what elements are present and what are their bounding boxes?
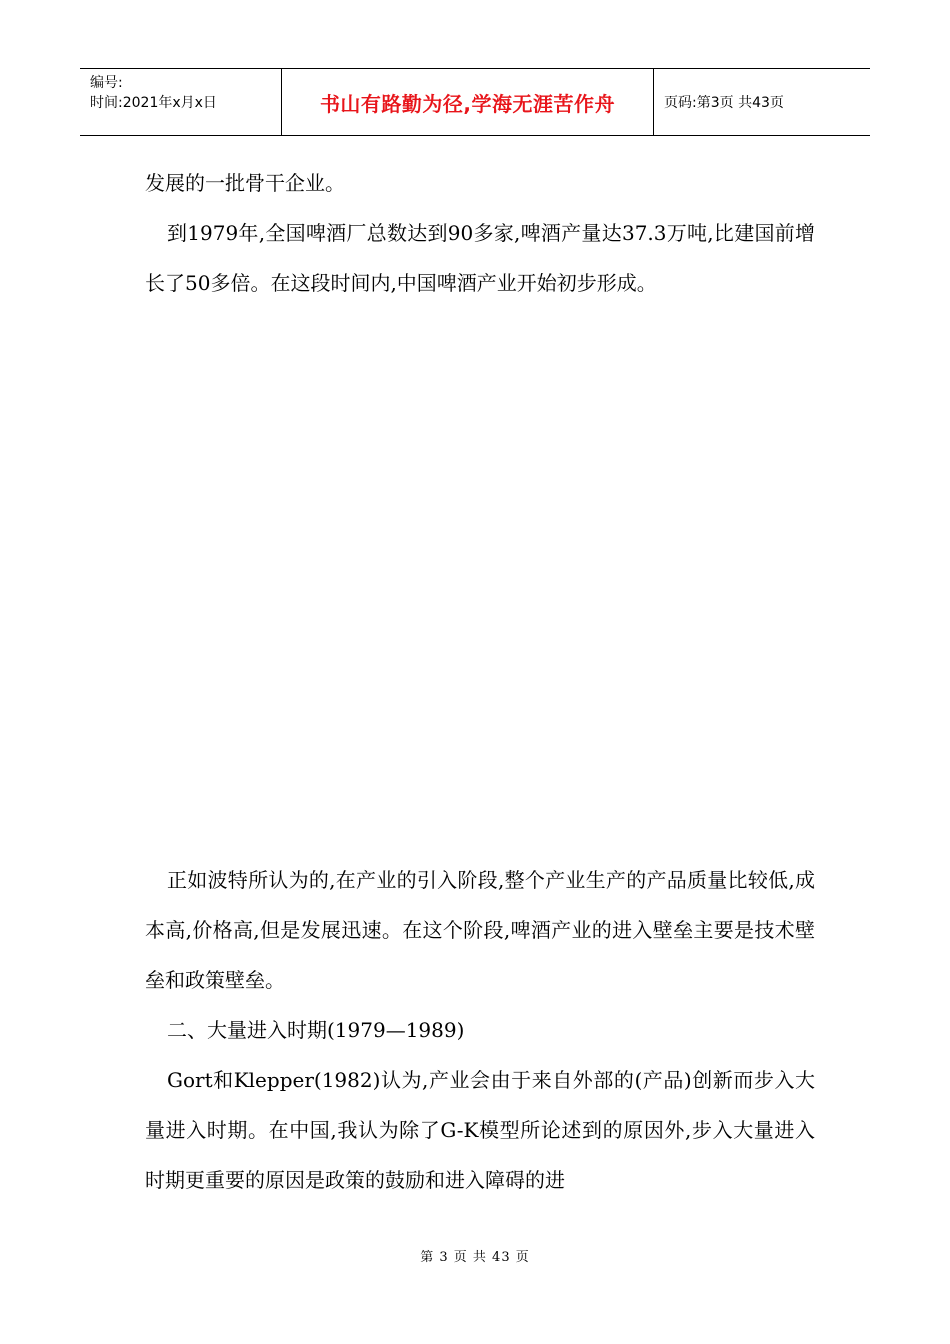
- section-heading: 二、大量进入时期(1979—1989): [167, 1018, 465, 1042]
- page-footer: 第 3 页 共 43 页: [420, 1250, 530, 1265]
- paragraph-continuation: 发展的一批骨干企业。: [145, 171, 345, 195]
- page-info-text: 页码:第3页 共43页: [664, 95, 784, 111]
- header-page-info: [654, 69, 870, 135]
- header-meta: [80, 69, 282, 135]
- paragraph-porter: 正如波特所认为的,在产业的引入阶段,整个产业生产的产品质量比较低,成本高,价格高,但是发展迅速。在这个阶段,啤酒产业的进入壁垒主要是技术壁垒和政策壁垒。: [145, 868, 815, 992]
- time-label: 时间:2021年x月x日: [90, 95, 217, 111]
- number-label: 编号:: [90, 75, 123, 91]
- header-motto-cell: [282, 69, 654, 135]
- document-header: [80, 68, 870, 136]
- paragraph-1979-stats: 到1979年,全国啤酒厂总数达到90多家,啤酒产量达37.3万吨,比建国前增长了50多倍。在这段时间内,中国啤酒产业开始初步形成。: [145, 221, 815, 295]
- paragraph-gort-klepper: Gort和Klepper(1982)认为,产业会由于来自外部的(产品)创新而步入大量进入时期。在中国,我认为除了G-K模型所论述到的原因外,步入大量进入时期更重要的原因是政策的鼓励和进入障碍的进: [145, 1068, 815, 1192]
- header-motto: 书山有路勤为径,学海无涯苦作舟: [319, 91, 616, 116]
